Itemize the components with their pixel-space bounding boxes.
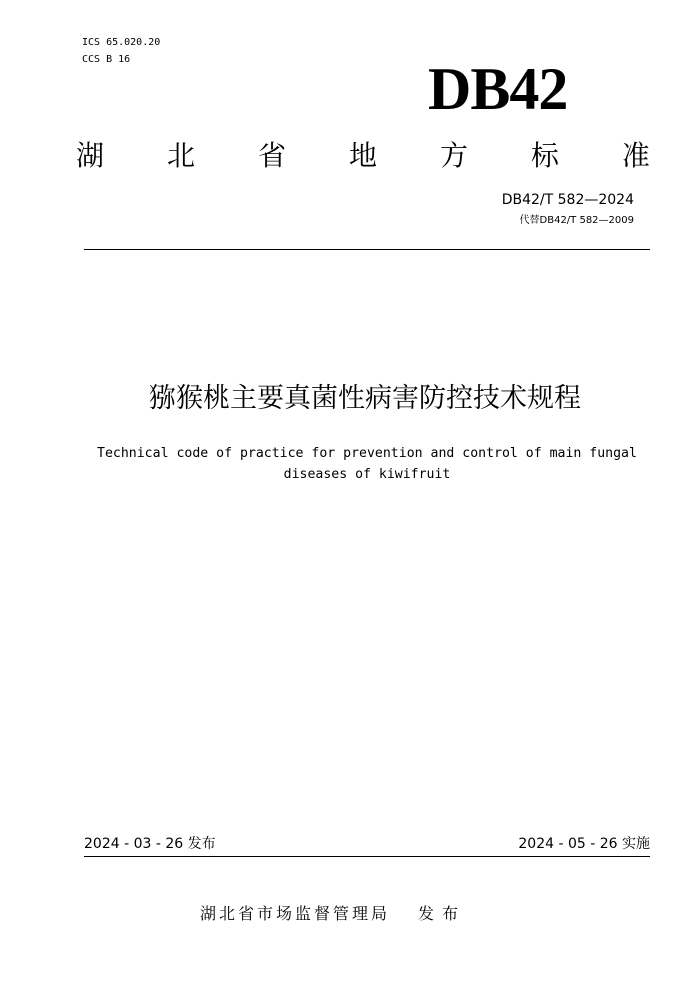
issue-date: 2024 - 03 - 26 发布 — [84, 836, 216, 852]
footer-divider — [84, 856, 650, 857]
chinese-title: 猕猴桃主要真菌性病害防控技术规程 — [149, 383, 581, 414]
standard-number: DB42/T 582—2024 — [501, 192, 634, 208]
standard-type-char: 省 — [257, 139, 286, 172]
standard-type-char: 标 — [530, 139, 559, 172]
ics-code: ICS 65.020.20 — [82, 37, 161, 48]
implementation-date: 2024 - 05 - 26 实施 — [518, 836, 650, 852]
replaced-standard-number: 代替DB42/T 582—2009 — [519, 215, 634, 226]
english-title-line: Technical code of practice for prevention and control of main fungal — [97, 446, 637, 461]
publisher-line — [200, 903, 466, 925]
standard-type-char: 方 — [439, 139, 468, 172]
english-title — [70, 443, 664, 485]
english-title-line: diseases of kiwifruit — [283, 467, 451, 482]
standard-type-char: 地 — [348, 139, 377, 172]
standard-type-char: 湖 — [76, 139, 105, 172]
header-divider — [84, 249, 650, 250]
publish-label: 发布 — [418, 904, 467, 923]
ccs-code: CCS B 16 — [82, 54, 131, 65]
standard-type-char: 北 — [166, 139, 195, 172]
standard-type-heading — [76, 134, 650, 174]
standard-type-char: 准 — [621, 139, 650, 172]
db42-logo: DB42 — [428, 56, 568, 122]
publisher-name: 湖北省市场监督管理局 — [200, 904, 391, 923]
